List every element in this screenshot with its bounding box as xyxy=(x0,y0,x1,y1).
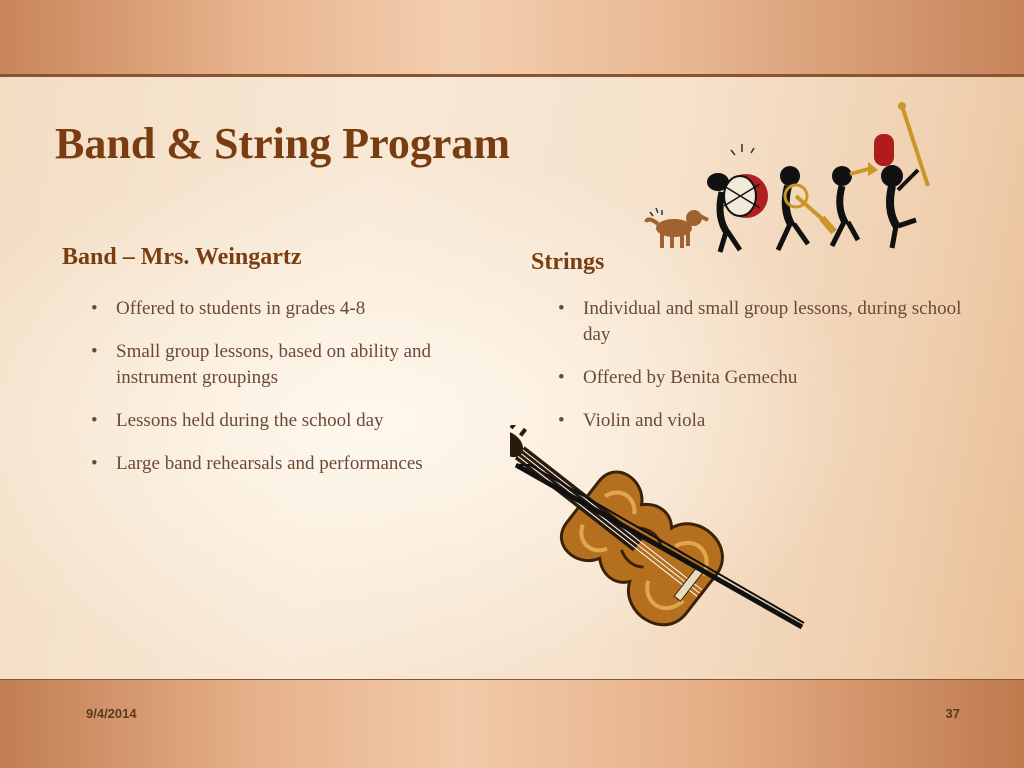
list-item: • Large band rehearsals and performances xyxy=(88,451,488,477)
list-item: • Violin and viola xyxy=(555,408,965,434)
drummer-figure xyxy=(707,173,768,252)
header-band xyxy=(0,0,1024,74)
marching-band-clipart xyxy=(636,100,936,260)
slide-title: Band & String Program xyxy=(55,119,511,168)
footer-date: 9/4/2014 xyxy=(86,706,137,721)
header-rule xyxy=(0,74,1024,77)
footer-band xyxy=(0,680,1024,768)
violin-clipart xyxy=(510,425,810,645)
list-item: • Offered by Benita Gemechu xyxy=(555,365,965,391)
drum-major-figure xyxy=(874,102,928,248)
list-item: • Individual and small group lessons, during school day xyxy=(555,296,965,348)
dog-figure xyxy=(646,210,708,248)
strings-heading: Strings xyxy=(531,249,605,275)
list-item: • Lessons held during the school day xyxy=(88,408,488,434)
band-bullet-list xyxy=(88,296,488,494)
trombone-figure xyxy=(778,166,834,250)
list-item: • Small group lessons, based on ability and instrument groupings xyxy=(88,339,488,391)
trumpet-figure xyxy=(832,162,878,246)
page-number: 37 xyxy=(945,706,960,721)
list-item: • Offered to students in grades 4-8 xyxy=(88,296,488,322)
band-heading: Band – Mrs. Weingartz xyxy=(62,244,302,270)
